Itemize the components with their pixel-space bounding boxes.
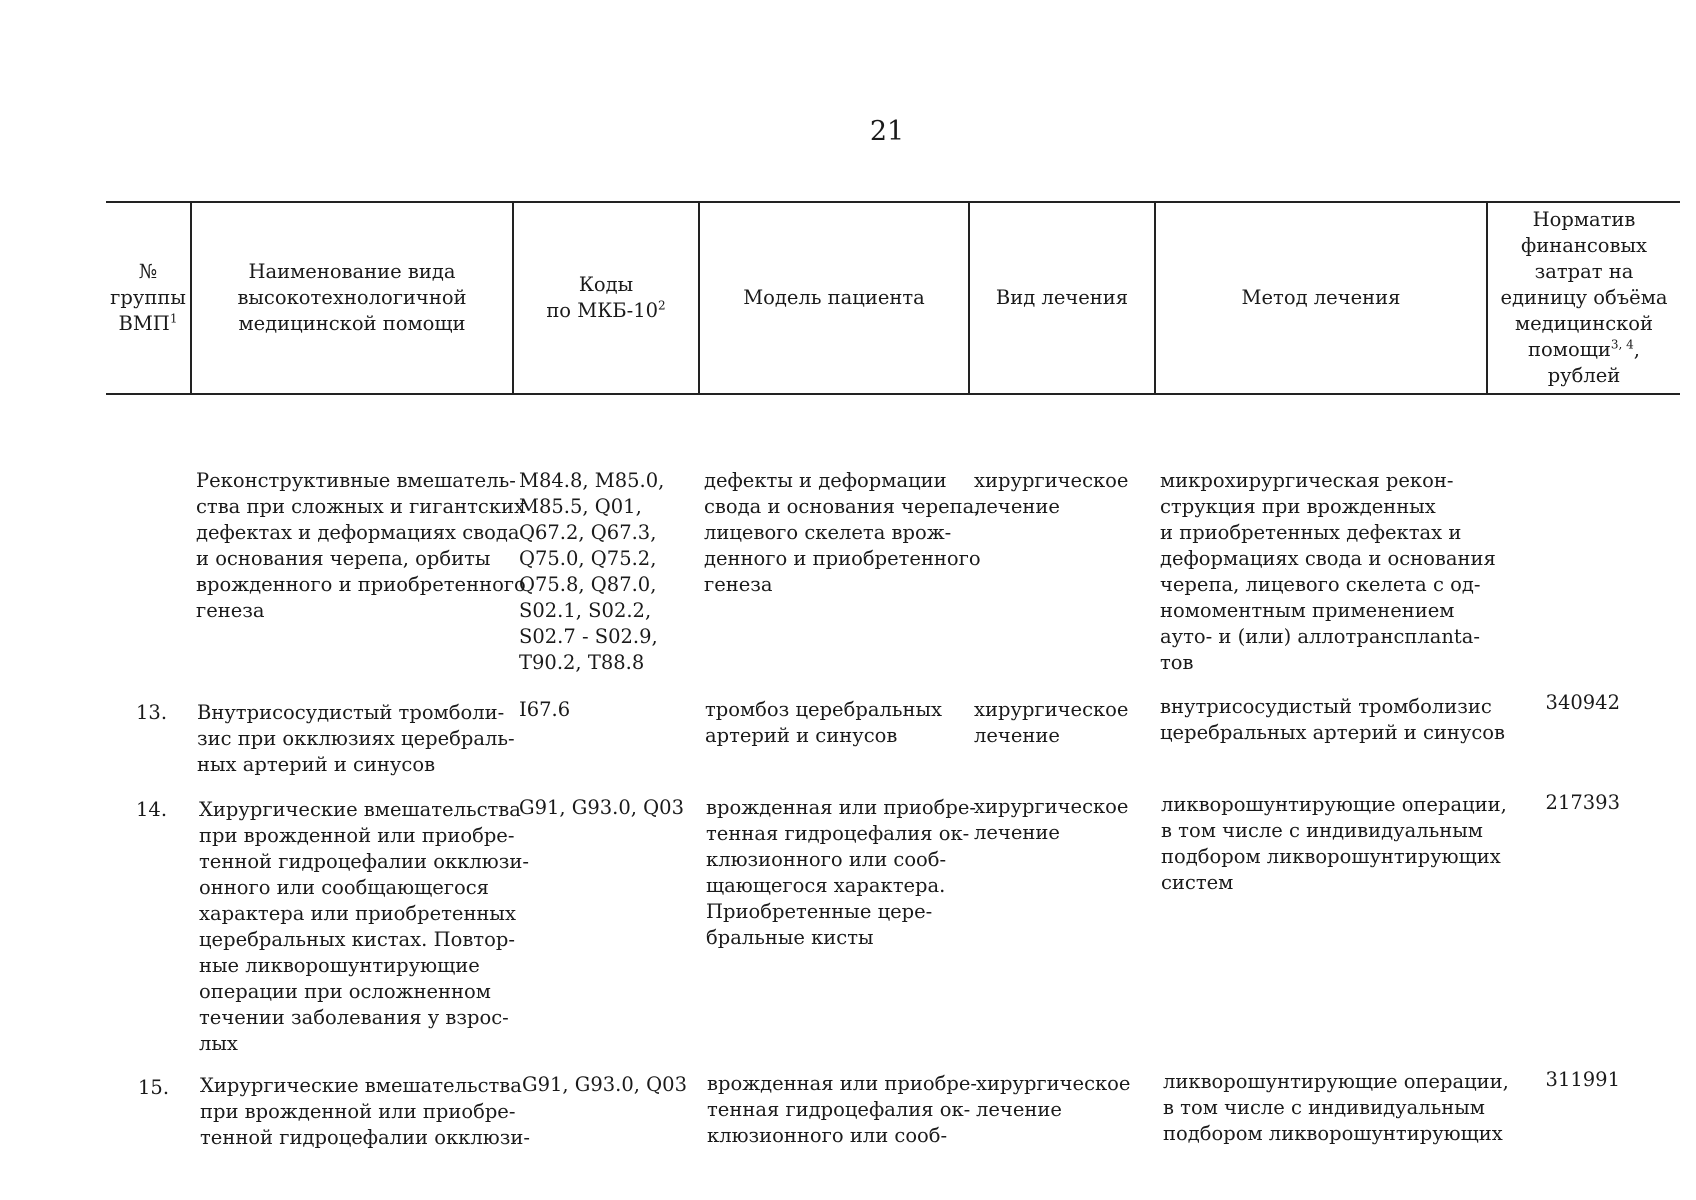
header-method [1154,203,1486,393]
row-codes: G91, G93.0, Q03 [522,1073,687,1096]
row-codes: G91, G93.0, Q03 [519,796,684,819]
row-model: врожденная или приобре- тенная гидроцефалия ок- клюзионного или сооб- [707,1072,977,1147]
row-type: хирургическое лечение [976,1072,1131,1121]
row-number: 14. [136,798,168,821]
header-model [698,203,968,393]
header-group-no [106,203,190,393]
row-model: дефекты и деформации свода и основания черепа, лицевого скелета врож- денного и приобретенного генеза [704,469,981,596]
row-method: микрохирургическая рекон- струкция при врожденных и приобретенных дефектах и деформациях свода и основания черепа, лицевого скелета с од- номоментным применением ауто- и (или) аллотрансплanta- тов [1160,469,1496,674]
row-name: Внутрисосудистый тромболи- зис при окклюзиях церебраль- ных артерий и синусов [197,701,515,776]
row-number: 15. [138,1076,170,1099]
header-group-no-text: № группы ВМП [110,260,186,335]
header-name-text: Наименование вида высокотехнологичной медицинской помощи [237,260,467,335]
header-codes-text: Коды по МКБ-10 [546,273,659,322]
row-type: хирургическое лечение [974,469,1129,518]
page-number: 21 [869,116,905,147]
row-name: Хирургические вмешательства при врожденной или приобре- тенной гидроцефалии окклюзи- онного или сообщающегося характера или приобретенных церебральных кистах. Повтор- ные ликворошунтирующие операции при осложненном течении заболевания у взрос- лых [199,798,529,1055]
row-method: ликворошунтирующие операции, в том числе с индивидуальным подбором ликворошунтирующих [1163,1070,1509,1145]
row-name: Хирургические вмешательства при врожденной или приобре- тенной гидроцефалии окклюзи- [200,1074,530,1149]
header-codes-sup: 2 [658,298,666,313]
row-model: тромбоз церебральных артерий и синусов [705,698,942,747]
row-codes: M84.8, M85.0, M85.5, Q01, Q67.2, Q67.3, Q75.0, Q75.2, Q75.8, Q87.0, S02.1, S02.2, S02.7 - S02.9, T90.2, T88.8 [519,469,665,674]
header-cost-text: Норматив финансовых затрат на единицу объёма медицинской помощи [1500,208,1668,361]
header-type-text: Вид лечения [995,286,1129,309]
row-cost: 217393 [1545,791,1620,814]
row-cost: 340942 [1545,691,1620,714]
header-cost-tail: , рублей [1547,338,1640,387]
row-number: 13. [136,701,168,724]
row-type: хирургическое лечение [974,795,1129,844]
row-cost: 311991 [1545,1068,1620,1091]
header-method-text: Метод лечения [1241,286,1401,309]
header-model-text: Модель пациента [743,286,925,309]
row-codes: I67.6 [519,698,571,721]
header-codes [512,203,698,393]
row-method: ликворошунтирующие операции, в том числе с индивидуальным подбором ликворошунтирующих систем [1161,793,1507,894]
table-header [106,201,1680,395]
header-cost-sup: 3, 4 [1610,337,1634,352]
row-type: хирургическое лечение [974,698,1129,747]
header-group-no-sup: 1 [169,311,178,326]
row-name: Реконструктивные вмешатель- ства при сложных и гигантских дефектах и деформациях свода и основания черепа, орбиты врожденного и приобретенного генеза [196,469,526,622]
header-cost [1486,203,1680,393]
row-method: внутрисосудистый тромболизис церебральных артерий и синусов [1160,695,1506,744]
header-type [968,203,1154,393]
row-model: врожденная или приобре- тенная гидроцефалия ок- клюзионного или сооб- щающегося характера. Приобретенные цере- бральные кисты [706,796,976,949]
header-name [190,203,512,393]
